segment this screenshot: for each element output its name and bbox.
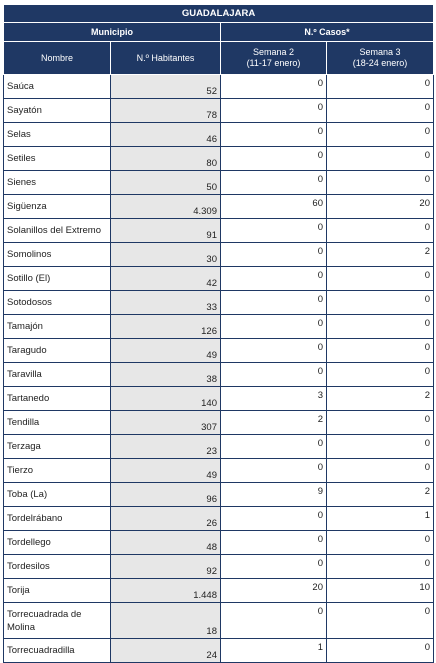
- table-row: [4, 75, 434, 99]
- table-row: [4, 99, 434, 123]
- semana2-cases-cell: 0: [221, 219, 327, 243]
- habitantes-cell: 1.448: [111, 579, 221, 603]
- table-row: [4, 435, 434, 459]
- semana2-cases-cell: 20: [221, 579, 327, 603]
- semana2-cases-cell: 0: [221, 507, 327, 531]
- semana2-cases-cell: 0: [221, 459, 327, 483]
- semana3-cases-cell: 0: [327, 339, 434, 363]
- table-row: [4, 123, 434, 147]
- habitantes-cell: 78: [111, 99, 221, 123]
- municipio-name-cell: Sotodosos: [4, 291, 111, 315]
- municipio-group-header: Municipio: [4, 23, 221, 42]
- table-row: [4, 483, 434, 507]
- semana3-cases-cell: 0: [327, 219, 434, 243]
- municipio-name-cell: Setiles: [4, 147, 111, 171]
- semana3-cases-cell: 2: [327, 243, 434, 267]
- table-row: [4, 243, 434, 267]
- municipio-name-cell: Taravilla: [4, 363, 111, 387]
- habitantes-cell: 49: [111, 459, 221, 483]
- semana3-cases-cell: 0: [327, 603, 434, 639]
- semana3-cases-cell: 0: [327, 555, 434, 579]
- table-row: [4, 171, 434, 195]
- semana3-cases-cell: 0: [327, 99, 434, 123]
- table-row: [4, 579, 434, 603]
- semana2-cases-cell: 0: [221, 147, 327, 171]
- habitantes-cell: 92: [111, 555, 221, 579]
- semana2-cases-cell: 2: [221, 411, 327, 435]
- table-row: [4, 531, 434, 555]
- municipio-name-cell: Selas: [4, 123, 111, 147]
- semana3-cases-cell: 10: [327, 579, 434, 603]
- semana2-cases-cell: 3: [221, 387, 327, 411]
- semana3-cases-cell: 2: [327, 483, 434, 507]
- semana2-cases-cell: 0: [221, 603, 327, 639]
- municipio-name-cell: Solanillos del Extremo: [4, 219, 111, 243]
- semana3-cases-cell: 0: [327, 531, 434, 555]
- municipio-name-cell: Sigüenza: [4, 195, 111, 219]
- table-row: [4, 147, 434, 171]
- semana3-column-header: [327, 42, 434, 75]
- table-row: [4, 219, 434, 243]
- semana2-cases-cell: 0: [221, 363, 327, 387]
- semana2-cases-cell: 0: [221, 99, 327, 123]
- semana2-column-header: [221, 42, 327, 75]
- table-row: [4, 507, 434, 531]
- semana3-title: Semana 3: [359, 47, 401, 57]
- table-row: [4, 315, 434, 339]
- habitantes-cell: 46: [111, 123, 221, 147]
- casos-table-container: [3, 4, 433, 663]
- municipio-name-cell: Torija: [4, 579, 111, 603]
- table-row: [4, 555, 434, 579]
- habitantes-cell: 52: [111, 75, 221, 99]
- habitantes-cell: 80: [111, 147, 221, 171]
- semana2-range: (11-17 enero): [246, 58, 301, 68]
- municipio-name-cell: Sotillo (El): [4, 267, 111, 291]
- semana3-range: (18-24 enero): [352, 58, 408, 68]
- semana3-cases-cell: 0: [327, 639, 434, 663]
- habitantes-cell: 24: [111, 639, 221, 663]
- table-row: [4, 387, 434, 411]
- municipio-name-cell: Tartanedo: [4, 387, 111, 411]
- municipio-name-cell: Terzaga: [4, 435, 111, 459]
- habitantes-cell: 42: [111, 267, 221, 291]
- semana3-cases-cell: 0: [327, 411, 434, 435]
- semana3-cases-cell: 20: [327, 195, 434, 219]
- semana2-cases-cell: 0: [221, 243, 327, 267]
- habitantes-cell: 18: [111, 603, 221, 639]
- municipio-name-cell: Tendilla: [4, 411, 111, 435]
- semana2-cases-cell: 60: [221, 195, 327, 219]
- table-row: [4, 603, 434, 639]
- table-row: [4, 459, 434, 483]
- semana3-cases-cell: 0: [327, 435, 434, 459]
- habitantes-cell: 48: [111, 531, 221, 555]
- semana2-cases-cell: 0: [221, 291, 327, 315]
- semana2-cases-cell: 9: [221, 483, 327, 507]
- semana3-cases-cell: 0: [327, 267, 434, 291]
- casos-table: [3, 4, 434, 663]
- habitantes-cell: 126: [111, 315, 221, 339]
- habitantes-cell: 50: [111, 171, 221, 195]
- municipio-name-cell: Toba (La): [4, 483, 111, 507]
- municipio-name-cell: Sienes: [4, 171, 111, 195]
- semana3-cases-cell: 0: [327, 171, 434, 195]
- semana3-cases-cell: 0: [327, 147, 434, 171]
- semana2-cases-cell: 0: [221, 315, 327, 339]
- semana2-cases-cell: 0: [221, 75, 327, 99]
- municipio-name-cell: Tamajón: [4, 315, 111, 339]
- semana2-cases-cell: 0: [221, 123, 327, 147]
- municipio-name-cell: Torrecuadrada de Molina: [4, 603, 111, 639]
- semana2-title: Semana 2: [252, 47, 295, 57]
- semana3-cases-cell: 2: [327, 387, 434, 411]
- table-row: [4, 411, 434, 435]
- habitantes-cell: 307: [111, 411, 221, 435]
- habitantes-cell: 26: [111, 507, 221, 531]
- table-row: [4, 363, 434, 387]
- semana2-cases-cell: 0: [221, 267, 327, 291]
- casos-group-header: N.º Casos*: [221, 23, 434, 42]
- municipio-name-cell: Tordelrábano: [4, 507, 111, 531]
- municipio-name-cell: Taragudo: [4, 339, 111, 363]
- habitantes-cell: 30: [111, 243, 221, 267]
- habitantes-cell: 33: [111, 291, 221, 315]
- municipio-name-cell: Tierzo: [4, 459, 111, 483]
- table-row: [4, 267, 434, 291]
- semana3-cases-cell: 1: [327, 507, 434, 531]
- table-row: [4, 195, 434, 219]
- semana2-cases-cell: 0: [221, 555, 327, 579]
- habitantes-cell: 91: [111, 219, 221, 243]
- semana3-cases-cell: 0: [327, 123, 434, 147]
- semana3-cases-cell: 0: [327, 363, 434, 387]
- semana2-cases-cell: 1: [221, 639, 327, 663]
- habitantes-cell: 38: [111, 363, 221, 387]
- habitantes-cell: 49: [111, 339, 221, 363]
- semana3-cases-cell: 0: [327, 75, 434, 99]
- table-row: [4, 639, 434, 663]
- semana3-cases-cell: 0: [327, 315, 434, 339]
- municipio-name-cell: Sayatón: [4, 99, 111, 123]
- municipio-name-cell: Saúca: [4, 75, 111, 99]
- habitantes-cell: 140: [111, 387, 221, 411]
- semana2-cases-cell: 0: [221, 435, 327, 459]
- habitantes-cell: 23: [111, 435, 221, 459]
- semana3-cases-cell: 0: [327, 291, 434, 315]
- municipio-name-cell: Somolinos: [4, 243, 111, 267]
- nombre-column-header: Nombre: [4, 42, 111, 75]
- habitantes-column-header: N.º Habitantes: [111, 42, 221, 75]
- table-row: [4, 291, 434, 315]
- habitantes-cell: 96: [111, 483, 221, 507]
- semana2-cases-cell: 0: [221, 339, 327, 363]
- semana2-cases-cell: 0: [221, 171, 327, 195]
- municipio-name-cell: Tordesilos: [4, 555, 111, 579]
- casos-table-body: [4, 75, 434, 663]
- table-row: [4, 339, 434, 363]
- semana2-cases-cell: 0: [221, 531, 327, 555]
- region-title: GUADALAJARA: [4, 5, 434, 23]
- municipio-name-cell: Torrecuadradilla: [4, 639, 111, 663]
- semana3-cases-cell: 0: [327, 459, 434, 483]
- municipio-name-cell: Tordellego: [4, 531, 111, 555]
- habitantes-cell: 4.309: [111, 195, 221, 219]
